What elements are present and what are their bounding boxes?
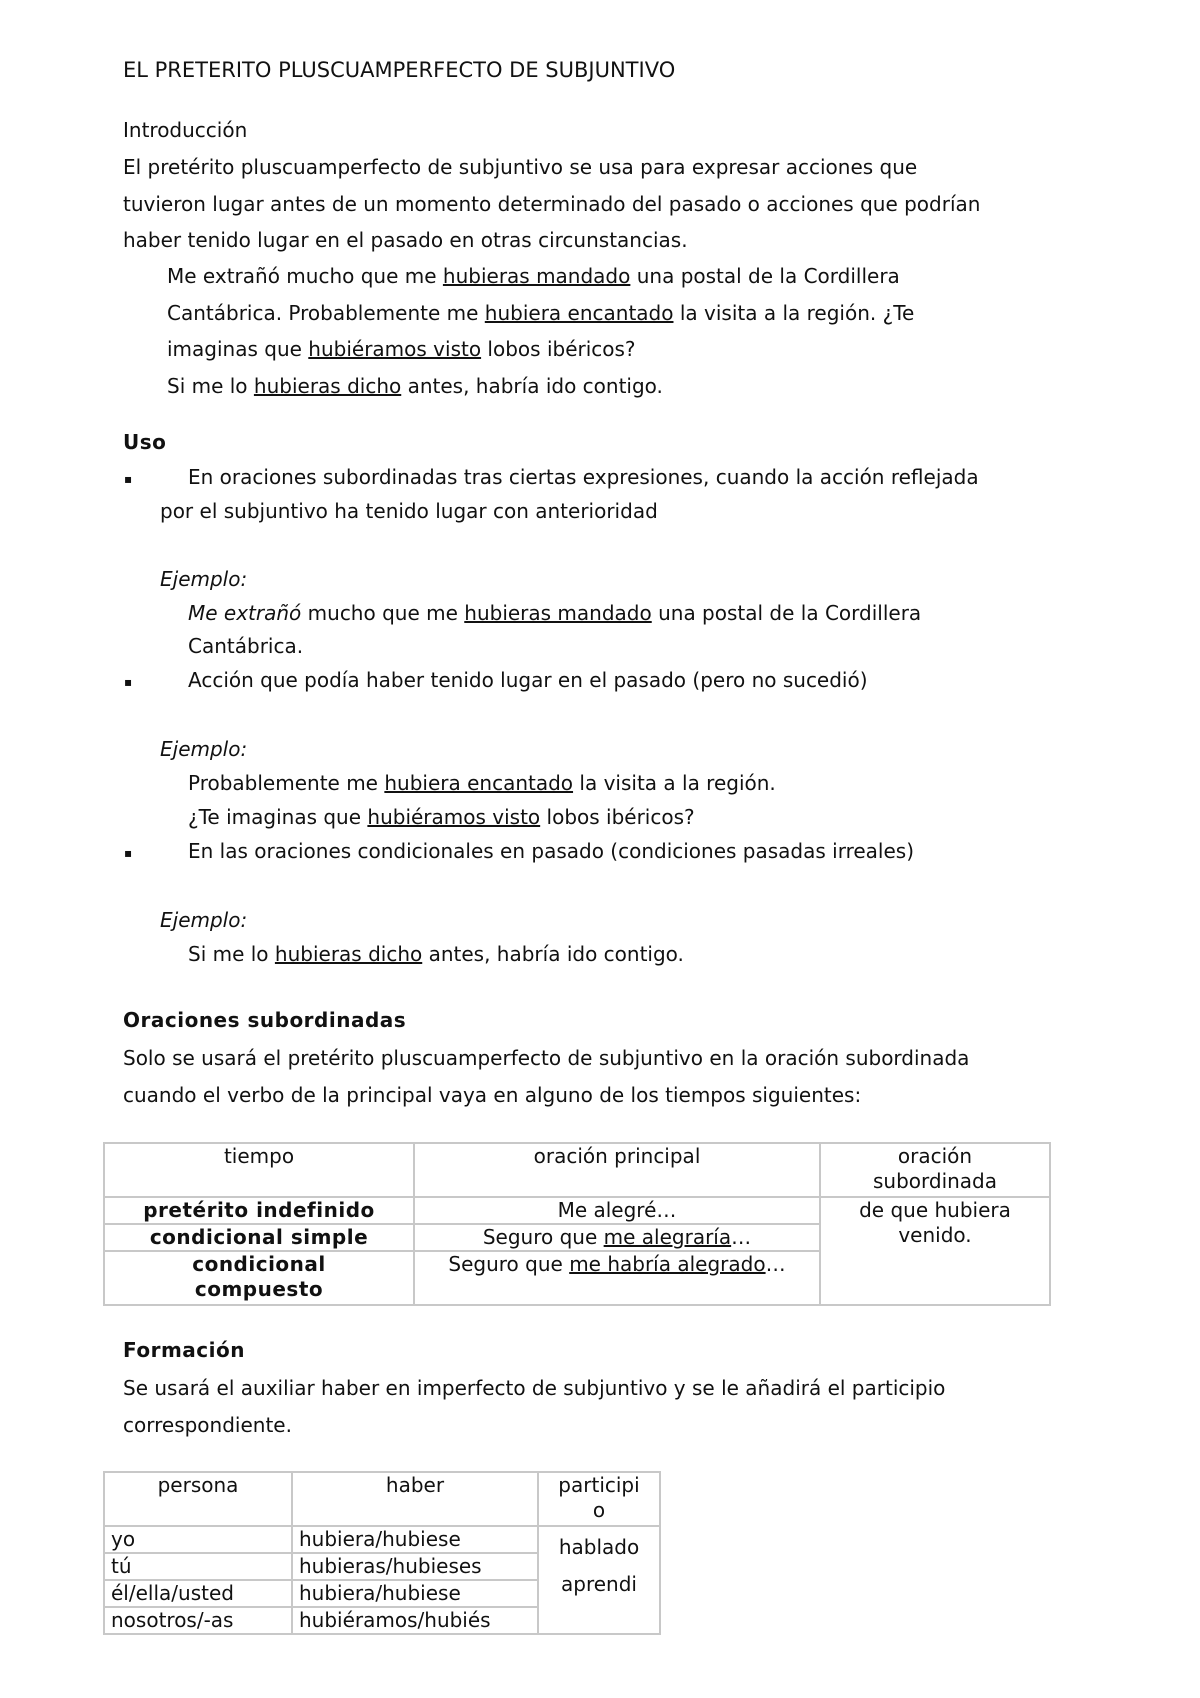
example-line: [188, 771, 776, 795]
text: Probablemente me: [188, 771, 385, 795]
text: mucho que me: [301, 601, 465, 625]
intro-example-line: [167, 295, 914, 332]
underlined-verb: hubieras dicho: [274, 942, 423, 966]
table-cell-tiempo: condicional simple: [104, 1224, 414, 1251]
underlined-verb: hubieras dicho: [253, 374, 402, 398]
table-header-cell: oración principal: [414, 1143, 820, 1197]
text: Si me lo: [188, 942, 275, 966]
document-title: EL PRETERITO PLUSCUAMPERFECTO DE SUBJUNTIVO: [123, 58, 676, 82]
example-line: [188, 942, 684, 966]
table-cell-principal: Me alegré…: [414, 1197, 820, 1224]
text: imaginas que: [167, 337, 309, 361]
formacion-line: Se usará el auxiliar haber en imperfecto de subjuntivo y se le añadirá el participio: [123, 1376, 946, 1400]
bullet-text: En oraciones subordinadas tras ciertas expresiones, cuando la acción reflejada: [188, 465, 979, 489]
intro-line: tuvieron lugar antes de un momento determinado del pasado o acciones que podrían: [123, 192, 981, 216]
underlined-verb: hubiera encantado: [484, 301, 674, 325]
text: una postal de la Cordillera: [630, 264, 900, 288]
bullet-icon: ▪: [124, 846, 133, 860]
table-cell-haber: hubiéramos/hubiés: [292, 1607, 538, 1634]
table-header-cell: [820, 1143, 1050, 1197]
underlined-verb: hubiéramos visto: [308, 337, 482, 361]
table-cell-tiempo: [104, 1251, 414, 1305]
table-cell-haber: hubieras/hubieses: [292, 1553, 538, 1580]
intro-heading: Introducción: [123, 118, 248, 142]
text: antes, habría ido contigo.: [422, 942, 684, 966]
table-header-row: [104, 1143, 1050, 1197]
formacion-line: correspondiente.: [123, 1413, 292, 1437]
text: lobos ibéricos?: [481, 337, 636, 361]
table-cell-principal: [414, 1251, 820, 1305]
text: Cantábrica. Probablemente me: [167, 301, 485, 325]
table-cell-persona: yo: [104, 1526, 292, 1553]
cell-line: compuesto: [194, 1277, 324, 1301]
underlined-verb: hubiera encantado: [384, 771, 574, 795]
table-cell-subordinada: [820, 1197, 1050, 1305]
formacion-table: [103, 1471, 661, 1635]
header-line: participi: [558, 1473, 640, 1497]
table-header-cell: haber: [292, 1472, 538, 1526]
table-cell-tiempo: pretérito indefinido: [104, 1197, 414, 1224]
example-label: Ejemplo:: [160, 737, 248, 761]
underlined-verb: hubiéramos visto: [367, 805, 541, 829]
bullet-text: Acción que podía haber tenido lugar en el pasado (pero no sucedió): [188, 668, 868, 692]
text: Me extrañó mucho que me: [167, 264, 443, 288]
italic-text: Me extrañó: [188, 601, 302, 625]
text: lobos ibéricos?: [540, 805, 695, 829]
underlined-verb: me habría alegrado: [569, 1252, 766, 1276]
table-cell-persona: él/ella/usted: [104, 1580, 292, 1607]
table-header-row: [104, 1472, 660, 1526]
table-cell-persona: nosotros/-as: [104, 1607, 292, 1634]
underlined-verb: hubieras mandado: [442, 264, 631, 288]
example-line: [188, 805, 695, 829]
table-cell-haber: hubiera/hubiese: [292, 1526, 538, 1553]
table-cell-principal: [414, 1224, 820, 1251]
participio-line: aprendi: [561, 1572, 637, 1596]
cell-line: condicional: [192, 1252, 326, 1276]
subordinada-line: venido.: [898, 1223, 972, 1247]
intro-line: El pretérito pluscuamperfecto de subjuntivo se usa para expresar acciones que: [123, 155, 918, 179]
subordinadas-heading: Oraciones subordinadas: [123, 1008, 407, 1032]
subordinada-line: de que hubiera: [859, 1198, 1011, 1222]
bullet-icon: ▪: [124, 675, 133, 689]
subordinadas-line: cuando el verbo de la principal vaya en alguno de los tiempos siguientes:: [123, 1083, 862, 1107]
text: …: [765, 1252, 786, 1276]
header-line: oración: [897, 1144, 973, 1168]
participio-line: hablado: [558, 1535, 640, 1559]
table-cell-persona: tú: [104, 1553, 292, 1580]
underlined-verb: me alegraría: [603, 1225, 732, 1249]
text: la visita a la región. ¿Te: [673, 301, 915, 325]
intro-line: haber tenido lugar en el pasado en otras circunstancias.: [123, 228, 688, 252]
text: una postal de la Cordillera: [651, 601, 922, 625]
text: Seguro que: [448, 1252, 570, 1276]
example-label: Ejemplo:: [160, 908, 248, 932]
header-line: subordinada: [872, 1169, 998, 1193]
header-line: o: [592, 1498, 606, 1522]
example-line: [188, 601, 921, 625]
example-line: Cantábrica.: [188, 634, 304, 658]
text: antes, habría ido contigo.: [401, 374, 663, 398]
intro-example-line: [167, 258, 900, 295]
text: Si me lo: [167, 374, 254, 398]
formacion-heading: Formación: [123, 1338, 245, 1362]
table-header-cell: tiempo: [104, 1143, 414, 1197]
table-cell-haber: hubiera/hubiese: [292, 1580, 538, 1607]
subordinadas-line: Solo se usará el pretérito pluscuamperfecto de subjuntivo en la oración subordinada: [123, 1046, 970, 1070]
tiempos-table: [103, 1142, 1051, 1306]
bullet-text: En las oraciones condicionales en pasado (condiciones pasadas irreales): [188, 839, 915, 863]
underlined-verb: hubieras mandado: [464, 601, 652, 625]
table-row: [104, 1526, 660, 1553]
table-row: [104, 1197, 1050, 1224]
text: Seguro que: [482, 1225, 604, 1249]
uso-heading: Uso: [123, 430, 167, 454]
text: la visita a la región.: [573, 771, 776, 795]
text: …: [731, 1225, 752, 1249]
example-label: Ejemplo:: [160, 567, 248, 591]
table-cell-participio: [538, 1526, 660, 1634]
table-header-cell: [538, 1472, 660, 1526]
bullet-icon: ▪: [124, 472, 133, 486]
table-header-cell: persona: [104, 1472, 292, 1526]
text: ¿Te imaginas que: [188, 805, 368, 829]
intro-example-line: [167, 331, 636, 368]
intro-example-line: [167, 368, 663, 405]
bullet-text: por el subjuntivo ha tenido lugar con anterioridad: [160, 499, 658, 523]
